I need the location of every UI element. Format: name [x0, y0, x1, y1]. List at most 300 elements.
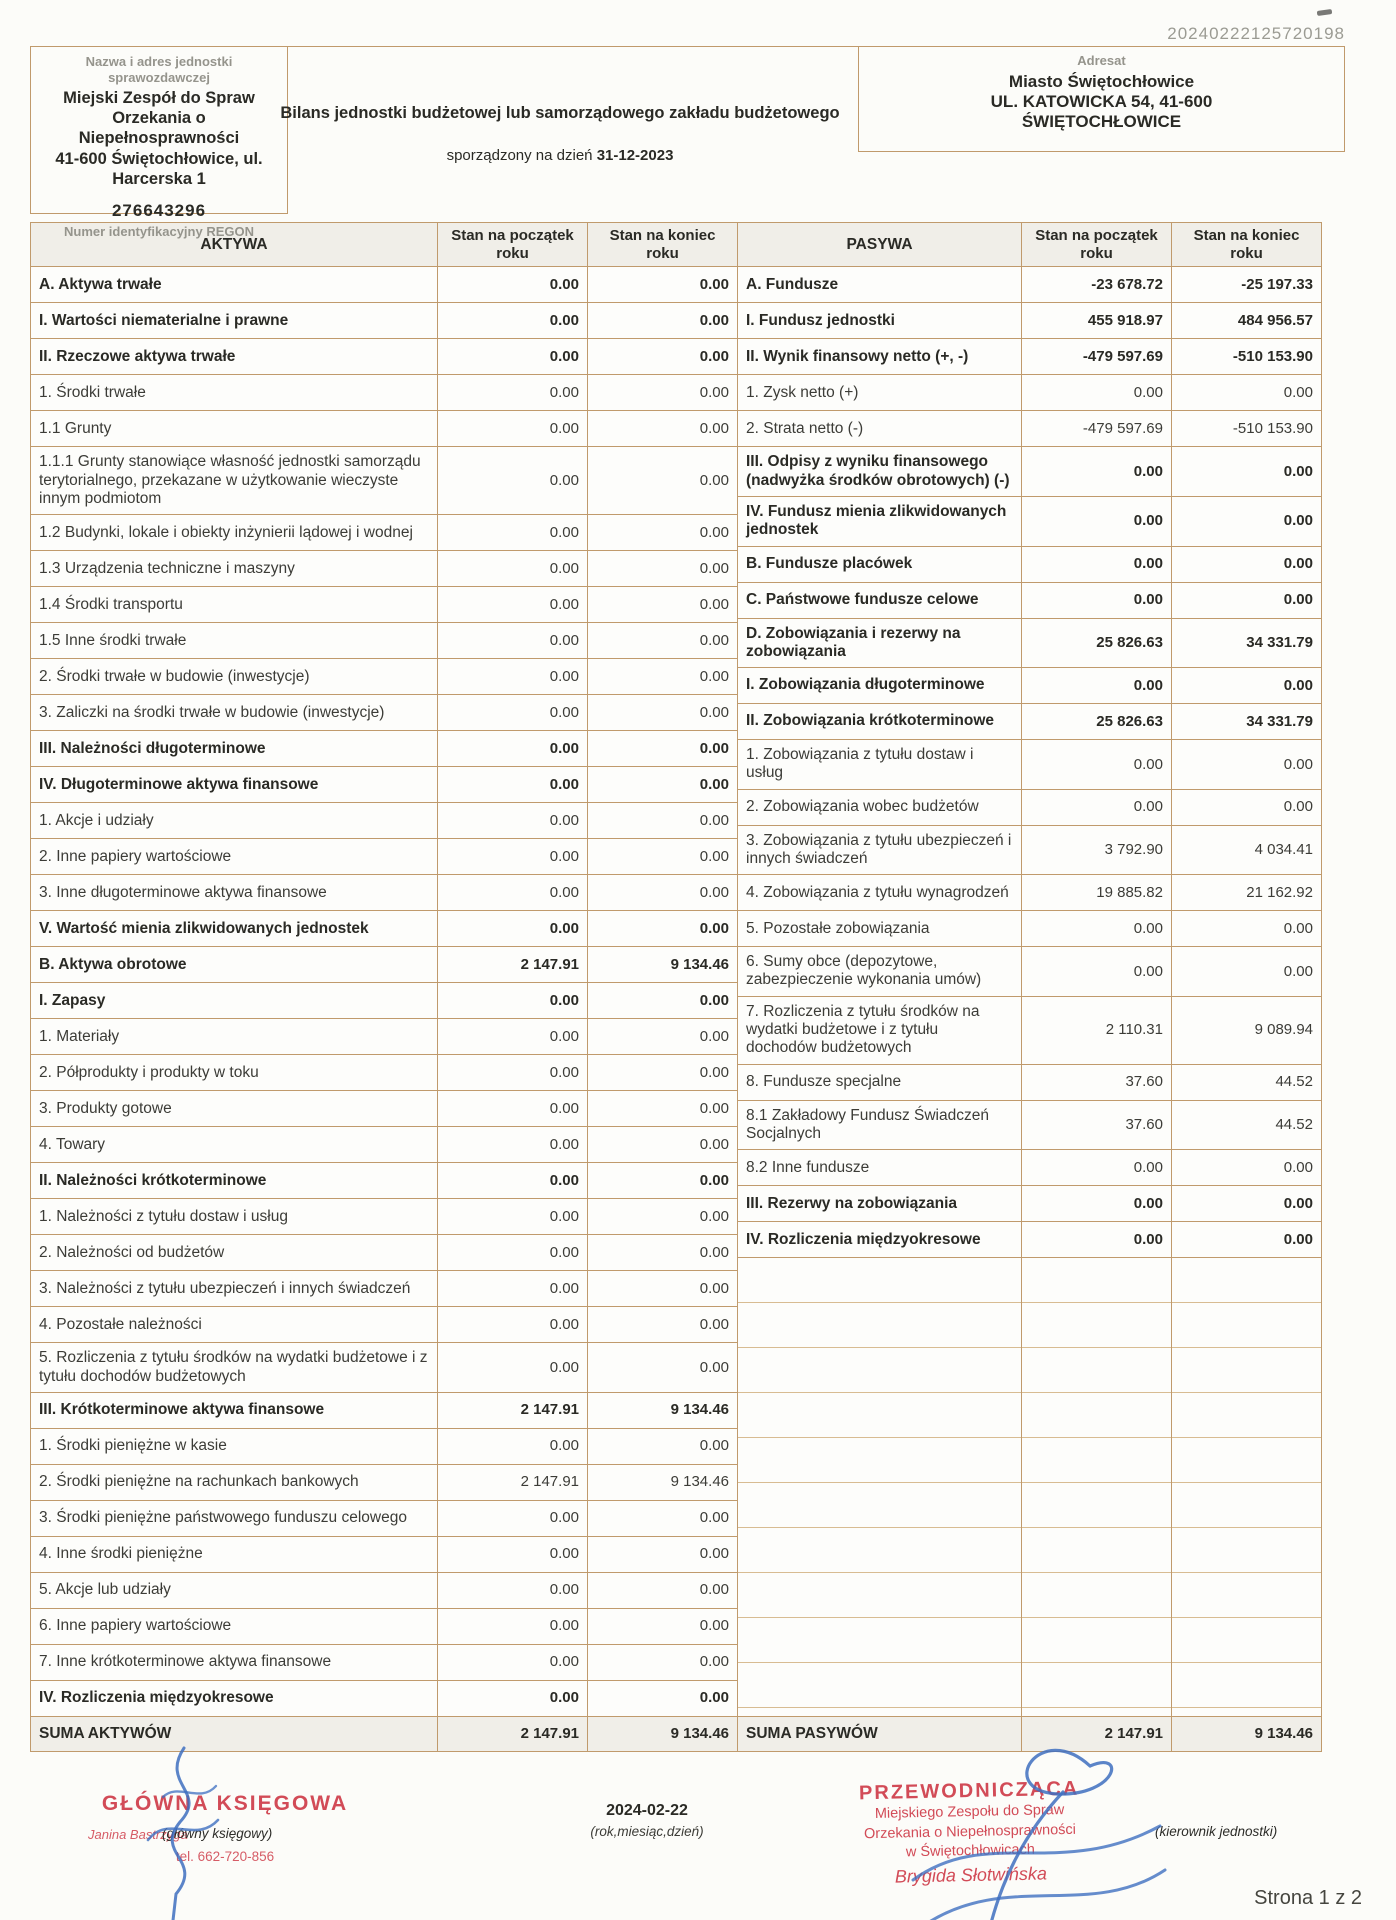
row-value-start: 0.00 [1021, 1186, 1171, 1221]
row-value-end: 0.00 [587, 911, 737, 946]
row-value-end: 0.00 [1171, 790, 1321, 825]
table-row [738, 410, 1321, 446]
table-row [31, 1198, 737, 1234]
row-value-start: 0.00 [437, 1537, 587, 1572]
row-value-end: 0.00 [587, 1573, 737, 1608]
table-row [31, 622, 737, 658]
row-value-end: 0.00 [587, 1343, 737, 1392]
row-label: 2. Inne papiery wartościowe [39, 847, 232, 865]
row-label: 3. Produkty gotowe [39, 1099, 172, 1117]
row-value-end: 0.00 [587, 1645, 737, 1680]
table-row [738, 496, 1321, 546]
table-row [31, 1536, 737, 1572]
row-value-start: 25 826.63 [1021, 619, 1171, 668]
row-label: 3. Środki pieniężne państwowego funduszu celowego [39, 1509, 407, 1527]
row-label: III. Odpisy z wyniku finansowego (nadwyżka środków obrotowych) (-) [746, 453, 1010, 489]
row-value-start: 0.00 [437, 303, 587, 338]
accountant-signature [108, 1742, 258, 1920]
row-label: II. Rzeczowe aktywa trwałe [39, 347, 236, 365]
row-label: I. Fundusz jednostki [746, 311, 895, 329]
row-value-end: 0.00 [587, 803, 737, 838]
row-value-end: 0.00 [587, 1163, 737, 1198]
row-label: III. Krótkoterminowe aktywa finansowe [39, 1401, 325, 1419]
row-value-end: -510 153.90 [1171, 411, 1321, 446]
row-value-start: 0.00 [437, 1127, 587, 1162]
table-row [738, 582, 1321, 618]
row-value-end: 0.00 [1171, 1222, 1321, 1257]
row-label: 3. Zaliczki na środki trwałe w budowie (inwestycje) [39, 703, 385, 721]
row-value-end: 0.00 [587, 1235, 737, 1270]
table-row [31, 1464, 737, 1500]
table-row [31, 1126, 737, 1162]
row-label: III. Należności długoterminowe [39, 739, 266, 757]
table-row [738, 1064, 1321, 1100]
table-row [31, 658, 737, 694]
row-value-end: 0.00 [1171, 668, 1321, 703]
row-value-end: 0.00 [1171, 547, 1321, 582]
scan-number: 20240222125720198 [1167, 24, 1345, 43]
row-value-end: 0.00 [587, 731, 737, 766]
chair-signature [855, 1728, 1185, 1920]
row-label: 4. Pozostałe należności [39, 1315, 202, 1333]
row-value-start: 0.00 [1021, 375, 1171, 410]
table-row [738, 996, 1321, 1064]
table-row [31, 1500, 737, 1536]
row-label: 1.4 Środki transportu [39, 595, 183, 613]
row-label: IV. Fundusz mienia zlikwidowanych jednostek [746, 502, 1007, 539]
row-value-end: 0.00 [587, 1609, 737, 1644]
row-value-end: 484 956.57 [1171, 303, 1321, 338]
reporting-unit-label: Nazwa i adres jednostki sprawozdawczej [85, 54, 233, 85]
row-value-end: 0.00 [587, 623, 737, 658]
col-header-pasywa: PASYWA [846, 235, 913, 253]
table-row [31, 446, 737, 514]
row-value-start: 19 885.82 [1021, 875, 1171, 910]
row-value-end: 9 134.46 [587, 1465, 737, 1500]
row-value-end: 9 089.94 [1171, 997, 1321, 1064]
suma-aktywow-end: 9 134.46 [587, 1717, 737, 1751]
row-value-start: 0.00 [1021, 668, 1171, 703]
row-value-start: 0.00 [437, 983, 587, 1018]
row-value-end: 0.00 [587, 1127, 737, 1162]
row-label: 1.5 Inne środki trwałe [39, 631, 187, 649]
row-value-end: 0.00 [587, 767, 737, 802]
row-value-start: 0.00 [437, 1681, 587, 1716]
signing-date: 2024-02-22 [606, 1801, 688, 1819]
col-header-end: Stan na koniec roku [1171, 223, 1321, 266]
table-row [31, 910, 737, 946]
row-label: 4. Towary [39, 1135, 106, 1153]
chair-caption: (kierownik jednostki) [1155, 1823, 1278, 1839]
row-value-end: 0.00 [587, 983, 737, 1018]
table-row [31, 1018, 737, 1054]
row-value-start: 0.00 [437, 875, 587, 910]
row-label: 8. Fundusze specjalne [746, 1072, 902, 1090]
suma-aktywow-label: SUMA AKTYWÓW [39, 1724, 172, 1742]
row-value-start: 0.00 [437, 1091, 587, 1126]
row-value-end: 9 134.46 [587, 1393, 737, 1428]
row-label: II. Wynik finansowy netto (+, -) [746, 347, 969, 365]
prepared-label: sporządzony na dzień [446, 147, 593, 164]
col-header-end: Stan na koniec roku [587, 223, 737, 266]
row-value-start: 0.00 [437, 1343, 587, 1392]
row-value-end: 0.00 [587, 1271, 737, 1306]
table-row [31, 1644, 737, 1680]
row-value-start: 0.00 [437, 1235, 587, 1270]
row-value-start: 0.00 [1021, 497, 1171, 546]
table-row [31, 1572, 737, 1608]
table-row [738, 946, 1321, 996]
row-label: 1. Zysk netto (+) [746, 383, 859, 401]
row-label: 1. Akcje i udziały [39, 811, 154, 829]
row-label: 2. Strata netto (-) [746, 419, 864, 437]
balance-table [30, 222, 1322, 1752]
row-label: 7. Inne krótkoterminowe aktywa finansowe [39, 1653, 332, 1671]
table-row [738, 546, 1321, 582]
row-value-end: 34 331.79 [1171, 704, 1321, 739]
row-value-end: 0.00 [587, 659, 737, 694]
addressee-address: UL. KATOWICKA 54, 41-600 ŚWIĘTOCHŁOWICE [990, 91, 1213, 131]
row-value-end: 44.52 [1171, 1065, 1321, 1100]
row-value-end: 0.00 [1171, 1150, 1321, 1185]
row-value-end: 0.00 [1171, 447, 1321, 496]
row-value-end: 0.00 [587, 1019, 737, 1054]
reporting-unit-name: Miejski Zespół do Spraw Orzekania o Niepełnosprawności [63, 89, 255, 148]
row-value-end: 0.00 [587, 587, 737, 622]
row-value-start: 2 147.91 [437, 947, 587, 982]
reporting-unit-address: 41-600 Świętochłowice, ul. Harcerska 1 [55, 149, 263, 188]
table-row [31, 338, 737, 374]
row-label: 6. Sumy obce (depozytowe, zabezpieczenie wykonania umów) [746, 953, 982, 989]
row-label: C. Państwowe fundusze celowe [746, 590, 979, 608]
table-row [738, 374, 1321, 410]
table-row [31, 266, 737, 302]
row-label: 1.1 Grunty [39, 419, 112, 437]
row-label: 2. Należności od budżetów [39, 1243, 225, 1261]
pasywa-header-row [738, 223, 1321, 266]
row-value-end: 9 134.46 [587, 947, 737, 982]
table-row [31, 1270, 737, 1306]
row-value-start: 0.00 [437, 515, 587, 550]
table-row [738, 1185, 1321, 1221]
reporting-unit-box [30, 46, 288, 239]
table-row [31, 874, 737, 910]
row-value-end: 0.00 [587, 515, 737, 550]
row-value-start: 0.00 [1021, 1150, 1171, 1185]
row-value-end: 0.00 [1171, 1186, 1321, 1221]
prepared-date: 31-12-2023 [596, 147, 674, 164]
table-row [31, 1090, 737, 1126]
table-row [31, 1342, 737, 1392]
table-row [31, 1680, 737, 1716]
aktywa-table [30, 222, 738, 1752]
row-value-start: 2 147.91 [437, 1465, 587, 1500]
row-value-start: 0.00 [437, 1307, 587, 1342]
row-value-start: 2 110.31 [1021, 997, 1171, 1064]
row-value-start: 0.00 [437, 375, 587, 410]
row-value-start: 0.00 [437, 767, 587, 802]
row-label: II. Należności krótkoterminowe [39, 1171, 267, 1189]
row-value-start: 0.00 [437, 1573, 587, 1608]
row-label: 8.1 Zakładowy Fundusz Świadczeń Socjalnych [746, 1106, 989, 1142]
row-value-end: 0.00 [587, 339, 737, 374]
row-value-start: 0.00 [1021, 911, 1171, 946]
addressee-name: Miasto Świętochłowice [1008, 71, 1195, 91]
chair-stamp-line3: Orzekania o Niepełnosprawności [863, 1821, 1077, 1842]
signature-footer [0, 1768, 1396, 1920]
row-label: V. Wartość mienia zlikwidowanych jednostek [39, 919, 369, 937]
accountant-stamp-phone: tel. 662-720-856 [175, 1848, 275, 1864]
row-value-start: -479 597.69 [1021, 411, 1171, 446]
pasywa-empty-rows [738, 1257, 1321, 1716]
regon-label: Numer identyfikacyjny REGON [64, 223, 254, 239]
row-value-start: 0.00 [437, 1645, 587, 1680]
row-label: 2. Środki pieniężne na rachunkach bankowych [39, 1473, 359, 1491]
scan-artifact-mark [1317, 9, 1333, 16]
table-row [31, 802, 737, 838]
row-value-end: 0.00 [587, 839, 737, 874]
row-value-end: 44.52 [1171, 1101, 1321, 1150]
row-value-start: 0.00 [437, 1055, 587, 1090]
row-value-end: 0.00 [587, 1307, 737, 1342]
table-row [31, 1234, 737, 1270]
pasywa-table [738, 222, 1322, 1752]
row-value-start: 0.00 [437, 1501, 587, 1536]
row-value-end: 0.00 [587, 447, 737, 514]
row-label: II. Zobowiązania krótkoterminowe [746, 712, 995, 730]
row-value-start: 0.00 [437, 839, 587, 874]
addressee-box [858, 46, 1345, 152]
table-row [738, 1149, 1321, 1185]
row-value-start: 0.00 [437, 411, 587, 446]
table-row [738, 446, 1321, 496]
page-indicator: Strona 1 z 2 [1254, 1887, 1362, 1909]
row-label: 1. Środki trwałe [39, 383, 146, 401]
row-label: 1. Materiały [39, 1027, 120, 1045]
chair-stamp-line4: w Świętochłowicach [905, 1841, 1036, 1861]
row-value-end: 0.00 [587, 1537, 737, 1572]
row-label: 3. Zobowiązania z tytułu ubezpieczeń i innych świadczeń [746, 831, 1012, 867]
row-value-start: 3 792.90 [1021, 826, 1171, 875]
col-header-start: Stan na początek roku [437, 223, 587, 266]
row-value-end: 0.00 [1171, 375, 1321, 410]
row-value-end: 34 331.79 [1171, 619, 1321, 668]
row-value-end: 0.00 [587, 1055, 737, 1090]
row-value-start: 0.00 [1021, 790, 1171, 825]
row-label: 5. Pozostałe zobowiązania [746, 919, 930, 937]
table-row [31, 1162, 737, 1198]
row-label: III. Rezerwy na zobowiązania [746, 1194, 958, 1212]
row-value-start: 0.00 [437, 447, 587, 514]
row-value-start: -23 678.72 [1021, 267, 1171, 302]
table-row [738, 667, 1321, 703]
row-label: IV. Rozliczenia międzyokresowe [746, 1230, 981, 1248]
row-label: 1.3 Urządzenia techniczne i maszyny [39, 559, 295, 577]
table-row [738, 825, 1321, 875]
row-value-start: 0.00 [437, 1199, 587, 1234]
table-row [738, 1221, 1321, 1257]
accountant-stamp-title: GŁÓWNA KSIĘGOWA [101, 1791, 349, 1815]
row-value-end: 0.00 [587, 551, 737, 586]
row-value-end: 4 034.41 [1171, 826, 1321, 875]
row-value-start: 0.00 [437, 695, 587, 730]
table-row [738, 703, 1321, 739]
row-value-start: 0.00 [437, 551, 587, 586]
row-value-start: 0.00 [1021, 447, 1171, 496]
row-value-end: 0.00 [587, 303, 737, 338]
row-label: I. Zapasy [39, 991, 106, 1009]
table-row [31, 694, 737, 730]
row-label: 1. Należności z tytułu dostaw i usług [39, 1207, 288, 1225]
row-value-start: 0.00 [437, 731, 587, 766]
addressee-label: Adresat [1077, 53, 1126, 68]
table-row [31, 1392, 737, 1428]
row-value-end: 21 162.92 [1171, 875, 1321, 910]
row-value-end: 0.00 [587, 1501, 737, 1536]
table-row [31, 1054, 737, 1090]
row-label: 1. Zobowiązania z tytułu dostaw i usług [746, 746, 974, 782]
row-value-start: 455 918.97 [1021, 303, 1171, 338]
row-value-start: 0.00 [1021, 947, 1171, 996]
row-label: 7. Rozliczenia z tytułu środków na wydatki budżetowe i z tytułu dochodów budżetowych [746, 1002, 980, 1057]
row-label: D. Zobowiązania i rezerwy na zobowiązania [746, 624, 961, 660]
table-row [738, 739, 1321, 789]
table-row [31, 1428, 737, 1464]
row-label: I. Zobowiązania długoterminowe [746, 676, 985, 694]
table-row [31, 766, 737, 802]
row-value-start: 0.00 [437, 1271, 587, 1306]
suma-aktywow-start: 2 147.91 [437, 1717, 587, 1751]
table-row [31, 374, 737, 410]
title-block [262, 104, 858, 164]
table-row [31, 1306, 737, 1342]
row-value-start: 25 826.63 [1021, 704, 1171, 739]
table-row [31, 550, 737, 586]
chair-stamp-title: PRZEWODNICZĄCA [858, 1777, 1080, 1805]
table-row [31, 1608, 737, 1644]
row-value-start: 0.00 [437, 1429, 587, 1464]
row-label: 4. Zobowiązania z tytułu wynagrodzeń [746, 883, 1009, 901]
row-label: A. Aktywa trwałe [39, 275, 162, 293]
table-row [31, 586, 737, 622]
row-value-start: 0.00 [437, 803, 587, 838]
row-label: A. Fundusze [746, 275, 839, 293]
prepared-as-of [262, 147, 858, 164]
row-value-start: 0.00 [437, 911, 587, 946]
row-value-end: 0.00 [1171, 911, 1321, 946]
row-label: B. Fundusze placówek [746, 554, 913, 572]
row-value-end: 0.00 [587, 1199, 737, 1234]
date-block [527, 1802, 767, 1839]
suma-pasywow-label: SUMA PASYWÓW [746, 1724, 878, 1742]
document-header [0, 0, 1396, 239]
row-label: 6. Inne papiery wartościowe [39, 1617, 232, 1635]
row-label: 1.2 Budynki, lokale i obiekty inżynierii lądowej i wodnej [39, 523, 413, 541]
row-label: 1. Środki pieniężne w kasie [39, 1437, 227, 1455]
row-label: 3. Należności z tytułu ubezpieczeń i innych świadczeń [39, 1279, 411, 1297]
row-value-end: 0.00 [587, 411, 737, 446]
suma-pasywow-end: 9 134.46 [1171, 1717, 1321, 1751]
table-row [738, 266, 1321, 302]
table-row [738, 789, 1321, 825]
row-value-end: 0.00 [1171, 947, 1321, 996]
row-label: 2. Zobowiązania wobec budżetów [746, 797, 979, 815]
table-row [738, 338, 1321, 374]
row-value-end: 0.00 [1171, 497, 1321, 546]
row-value-end: 0.00 [587, 1681, 737, 1716]
table-row [738, 302, 1321, 338]
row-value-start: 0.00 [1021, 740, 1171, 789]
regon-number: 276643296 [111, 200, 207, 220]
row-label: 2. Półprodukty i produkty w toku [39, 1063, 259, 1081]
row-value-end: -510 153.90 [1171, 339, 1321, 374]
row-value-start: 0.00 [1021, 547, 1171, 582]
table-row [31, 302, 737, 338]
row-label: I. Wartości niematerialne i prawne [39, 311, 289, 329]
col-header-aktywa: AKTYWA [200, 235, 268, 253]
row-value-start: 0.00 [437, 339, 587, 374]
row-label: 4. Inne środki pieniężne [39, 1545, 203, 1563]
row-value-start: 37.60 [1021, 1065, 1171, 1100]
row-value-start: 0.00 [437, 587, 587, 622]
accountant-caption: (główny księgowy) [162, 1825, 273, 1841]
row-value-end: 0.00 [1171, 583, 1321, 618]
col-header-start: Stan na początek roku [1021, 223, 1171, 266]
row-value-end: 0.00 [587, 695, 737, 730]
row-value-end: 0.00 [1171, 740, 1321, 789]
row-value-end: -25 197.33 [1171, 267, 1321, 302]
row-value-start: 0.00 [1021, 1222, 1171, 1257]
row-value-start: -479 597.69 [1021, 339, 1171, 374]
table-row [31, 982, 737, 1018]
row-label: 2. Środki trwałe w budowie (inwestycje) [39, 667, 310, 685]
row-value-start: 2 147.91 [437, 1393, 587, 1428]
row-label: 5. Rozliczenia z tytułu środków na wydatki budżetowe i z tytułu dochodów budżetowych [39, 1349, 428, 1385]
row-label: 1.1.1 Grunty stanowiące własność jednostki samorządu terytorialnego, przekazane w użytkowanie wieczyste innym podmiotom [39, 453, 421, 507]
table-row [738, 1100, 1321, 1150]
row-value-start: 0.00 [437, 1609, 587, 1644]
row-value-start: 0.00 [437, 1019, 587, 1054]
row-value-end: 0.00 [587, 267, 737, 302]
row-value-start: 0.00 [437, 267, 587, 302]
row-label: 5. Akcje lub udziały [39, 1581, 171, 1599]
row-value-start: 0.00 [437, 1163, 587, 1198]
accountant-stamp-name: Janina Bastrzyga [88, 1826, 188, 1842]
table-row [738, 618, 1321, 668]
table-row [31, 730, 737, 766]
row-label: IV. Rozliczenia międzyokresowe [39, 1689, 274, 1707]
table-row [31, 410, 737, 446]
row-value-end: 0.00 [587, 1429, 737, 1464]
row-label: IV. Długoterminowe aktywa finansowe [39, 775, 319, 793]
row-label: 3. Inne długoterminowe aktywa finansowe [39, 883, 327, 901]
chair-stamp-name: Brygida Słotwińska [894, 1862, 1048, 1887]
table-row [31, 838, 737, 874]
table-row [738, 910, 1321, 946]
table-row [31, 946, 737, 982]
table-row [738, 874, 1321, 910]
row-value-end: 0.00 [587, 1091, 737, 1126]
row-value-start: 0.00 [437, 659, 587, 694]
row-label: 8.2 Inne fundusze [746, 1158, 870, 1176]
table-row [31, 514, 737, 550]
suma-pasywow-start: 2 147.91 [1021, 1717, 1171, 1751]
row-label: B. Aktywa obrotowe [39, 955, 187, 973]
chair-stamp-line2: Miejskiego Zespołu do Spraw [874, 1801, 1065, 1822]
row-value-end: 0.00 [587, 875, 737, 910]
row-value-start: 0.00 [1021, 583, 1171, 618]
row-value-end: 0.00 [587, 375, 737, 410]
